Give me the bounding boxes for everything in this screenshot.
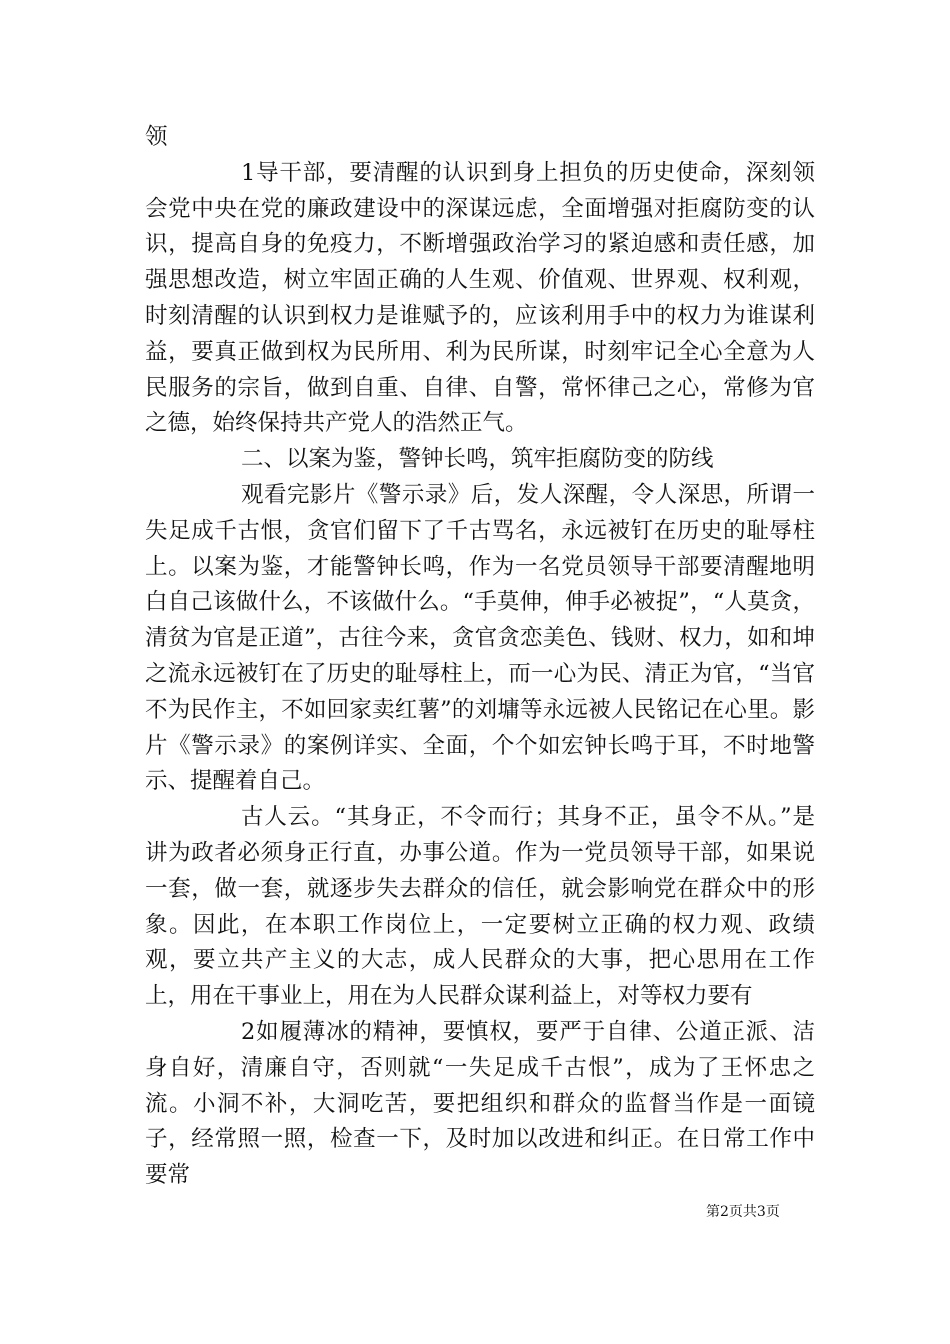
document-body — [145, 120, 815, 1194]
paragraph-4: 2如履薄冰的精神，要慎权，要严于自律、公道正派、洁身自好，清廉自守，否则就“一失足成千古恨”，成为了王怀忠之流。小洞不补，大洞吃苦，要把组织和群众的监督当作是一面镜子，经常照一照，检查一下，及时加以改进和纠正。在日常工作中要常 — [145, 1018, 815, 1189]
section-heading: 二、以案为鉴，警钟长鸣，筑牢拒腐防变的防线 — [241, 446, 714, 473]
paragraph-continued: 领 — [145, 124, 168, 150]
paragraph-1: 1导干部，要清醒的认识到身上担负的历史使命，深刻领会党中央在党的廉政建设中的深谋远虑，全面增强对拒腐防变的认识，提高自身的免疫力，不断增强政治学习的紧迫感和责任感，加强思想改造，树立牢固正确的人生观、价值观、世界观、权利观，时刻清醒的认识到权力是谁赋予的，应该利用手中的权力为谁谋利益，要真正做到权为民所用、利为民所谋，时刻牢记全心全意为人民服务的宗旨，做到自重、自律、自警，常怀律己之心，常修为官之德，始终保持共产党人的浩然正气。 — [145, 159, 815, 437]
page-footer: 第2页共3页 — [706, 1204, 780, 1220]
paragraph-2: 观看完影片《警示录》后，发人深醒，令人深思，所谓一失足成千古恨，贪官们留下了千古骂名，永远被钉在历史的耻辱柱上。以案为鉴，才能警钟长鸣，作为一名党员领导干部要清醒地明白自己该做什么，不该做什么。“手莫伸，伸手必被捉”，“人莫贪，清贫为官是正道”，古往今来，贪官贪恋美色、钱财、权力，如和坤之流永远被钉在了历史的耻辱柱上，而一心为民、清正为官，“当官不为民作主，不如回家卖红薯”的刘墉等永远被人民铭记在心里。影片《警示录》的案例详实、全面，个个如宏钟长鸣于耳，不时地警示、提醒着自己。 — [145, 481, 815, 795]
paragraph-3: 古人云。“其身正，不令而行；其身不正，虽令不从。”是讲为政者必须身正行直，办事公道。作为一党员领导干部，如果说一套，做一套，就逐步失去群众的信任，就会影响党在群众中的形象。因此，在本职工作岗位上，一定要树立正确的权力观、政绩观，要立共产主义的大志，成人民群众的大事，把心思用在工作上，用在干事业上，用在为人民群众谋利益上，对等权力要有 — [145, 804, 815, 1010]
